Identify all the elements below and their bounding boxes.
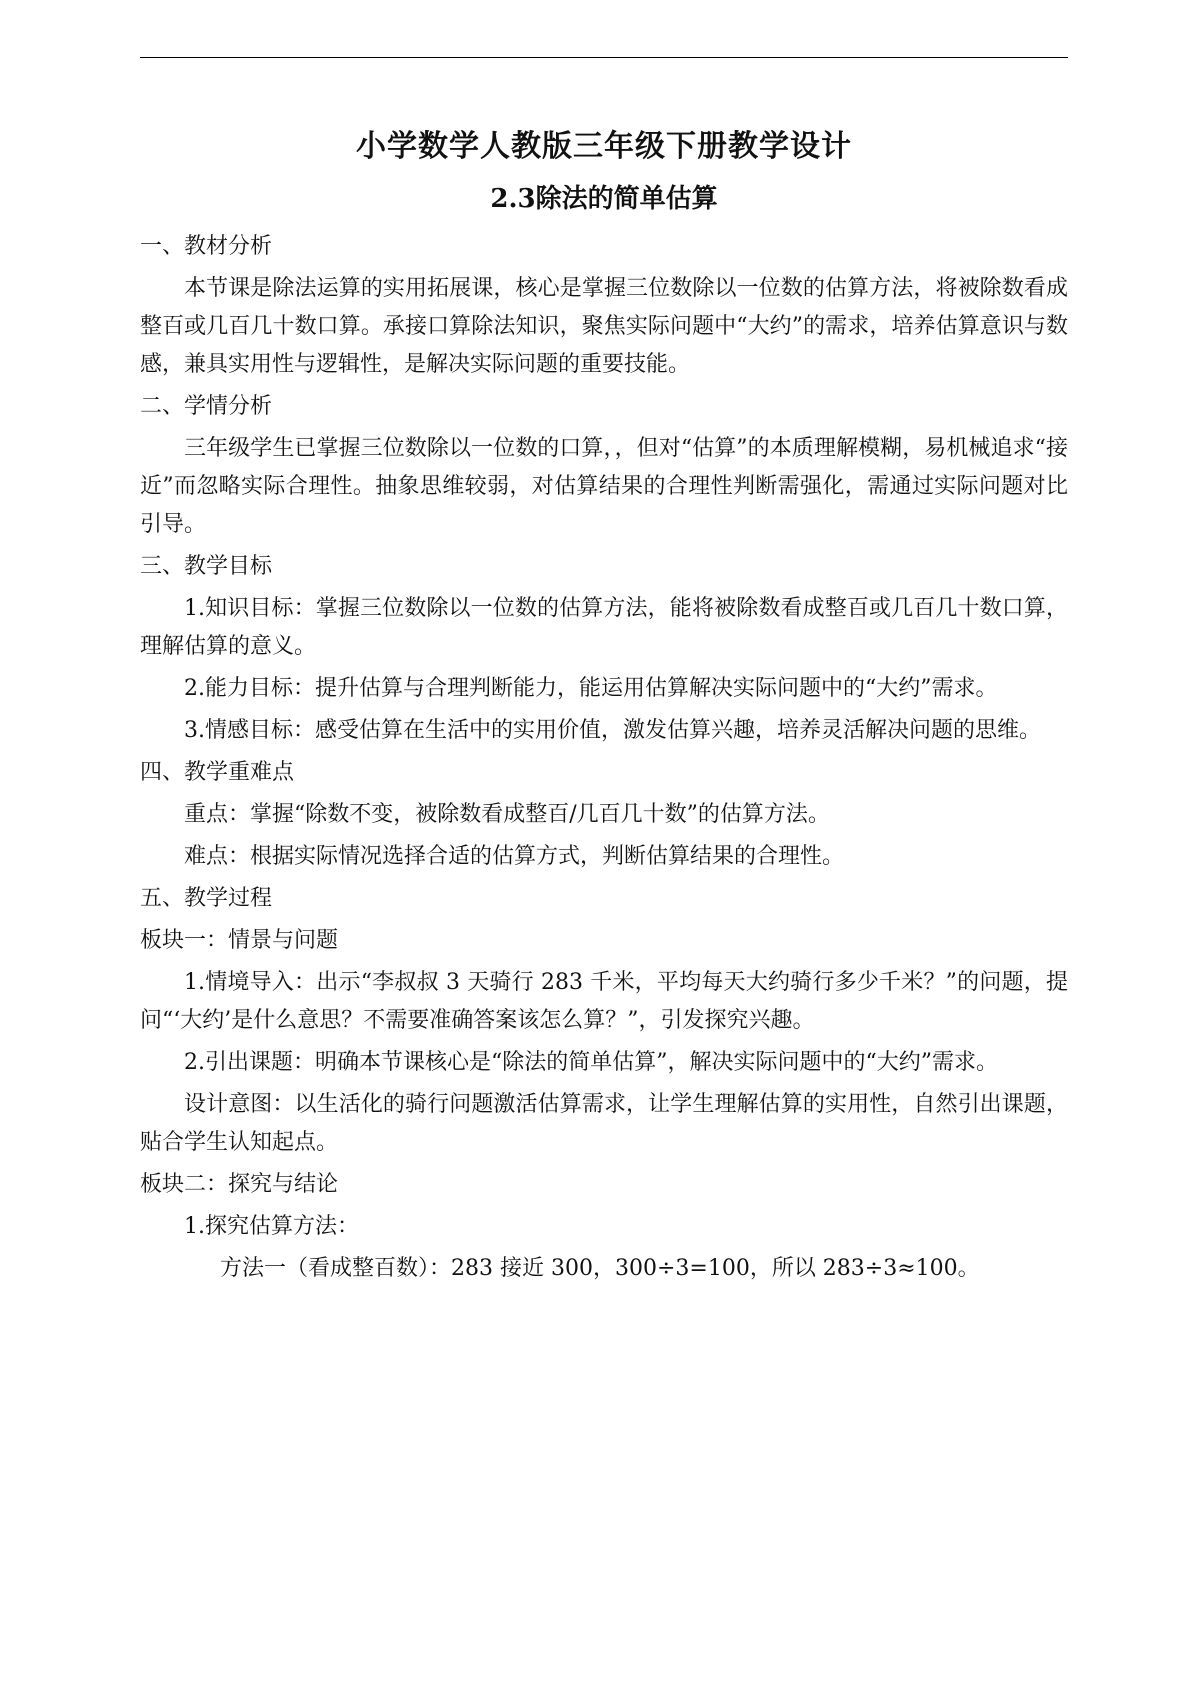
paragraph-explore-methods: 1.探究估算方法： <box>184 1214 359 1239</box>
paragraph-scenario-intro: 1.情境导入：出示“李叔叔 3 天骑行 283 千米，平均每天大约骑行多少千米？”的问题，提问“‘大约’是什么意思？不需要准确答案该怎么算？”，引发探究兴趣。 <box>140 970 1068 1033</box>
section-heading-teaching-process: 五、教学过程 <box>140 886 273 911</box>
header-rule <box>140 57 1068 58</box>
paragraph-knowledge-goal: 1.知识目标：掌握三位数除以一位数的估算方法，能将被除数看成整百或几百几十数口算，理解估算的意义。 <box>140 596 1068 659</box>
paragraph-method-one: 方法一（看成整百数）：283 接近 300，300÷3=100，所以 283÷3≈100。 <box>220 1256 980 1281</box>
paragraph-textbook-analysis: 本节课是除法运算的实用拓展课，核心是掌握三位数除以一位数的估算方法，将被除数看成整百或几百几十数口算。承接口算除法知识，聚焦实际问题中“大约”的需求，培养估算意识与数感，兼具实用性与逻辑性，是解决实际问题的重要技能。 <box>140 276 1068 377</box>
paragraph-ability-goal: 2.能力目标：提升估算与合理判断能力，能运用估算解决实际问题中的“大约”需求。 <box>184 676 998 701</box>
paragraph-difficult-point: 难点：根据实际情况选择合适的估算方式，判断估算结果的合理性。 <box>184 844 845 869</box>
document-subtitle: 2.3除法的简单估算 <box>490 184 718 214</box>
paragraph-topic-intro: 2.引出课题：明确本节课核心是“除法的简单估算”，解决实际问题中的“大约”需求。 <box>184 1050 998 1075</box>
paragraph-emotion-goal: 3.情感目标：感受估算在生活中的实用价值，激发估算兴趣，培养灵活解决问题的思维。 <box>184 718 1041 743</box>
paragraph-design-intent: 设计意图：以生活化的骑行问题激活估算需求，让学生理解估算的实用性，自然引出课题，贴合学生认知起点。 <box>140 1092 1068 1155</box>
section-heading-teaching-goals: 三、教学目标 <box>140 554 273 579</box>
section-heading-textbook-analysis: 一、教材分析 <box>140 234 273 259</box>
section-heading-student-analysis: 二、学情分析 <box>140 394 273 419</box>
block-heading-scenario: 板块一：情景与问题 <box>140 928 339 953</box>
document-body <box>140 118 1068 1288</box>
section-heading-key-points: 四、教学重难点 <box>140 760 295 785</box>
paragraph-student-analysis: 三年级学生已掌握三位数除以一位数的口算，，但对“估算”的本质理解模糊，易机械追求“接近”而忽略实际合理性。抽象思维较弱，对估算结果的合理性判断需强化，需通过实际问题对比引导。 <box>140 436 1068 537</box>
block-heading-exploration: 板块二：探究与结论 <box>140 1172 339 1197</box>
paragraph-key-point: 重点：掌握“除数不变，被除数看成整百/几百几十数”的估算方法。 <box>184 802 830 827</box>
document-title: 小学数学人教版三年级下册教学设计 <box>356 129 852 164</box>
